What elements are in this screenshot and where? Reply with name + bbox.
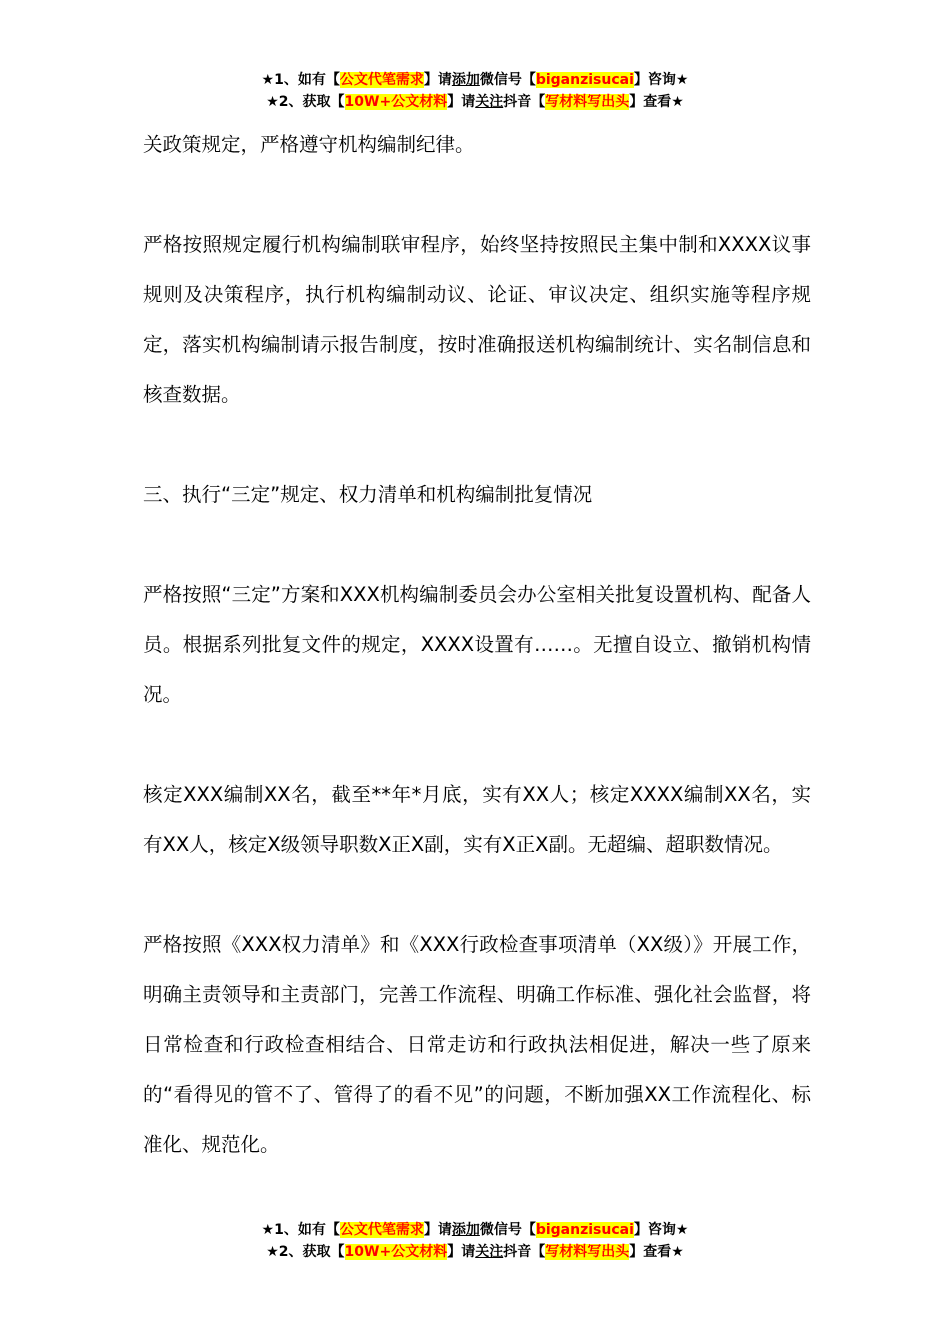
star-icon: ★ [266, 1244, 279, 1260]
paragraph: 关政策规定，严格遵守机构编制纪律。 [143, 133, 475, 156]
star-icon: ★ [261, 72, 275, 88]
banner-text: 抖音【 [503, 1244, 546, 1260]
highlight-douyin-account: 写材料写出头 [545, 1244, 630, 1260]
paragraph: 严格按照规定履行机构编制联审程序，始终坚持按照民主集中制和XXXX议事规则及决策程序，执行机构编制动议、论证、审议决定、组织实施等程序规定，落实机构编制请示报告制度，按时准确报送机构编制统计、实名制信息和核查数据。 [143, 233, 811, 406]
document-body [143, 120, 811, 1170]
banner-text: 】查看★ [629, 94, 684, 110]
banner-text: 】请 [423, 1222, 452, 1238]
underlined-text: 关注 [475, 1244, 504, 1260]
banner-line-1 [0, 1219, 950, 1241]
banner-text: 抖音【 [503, 94, 546, 110]
highlight-materials: 10W+公文材料 [344, 94, 448, 110]
banner-text: 】请 [423, 72, 452, 88]
star-icon: ★ [261, 1222, 275, 1238]
banner-text: 】查看★ [629, 1244, 684, 1260]
header-banner [0, 69, 950, 113]
highlight-service: 公文代笔需求 [339, 72, 424, 88]
underlined-text: 添加 [451, 1222, 480, 1238]
banner-line-1 [0, 69, 950, 91]
banner-text: 1、如有【 [274, 72, 340, 88]
highlight-wechat-id: biganzisucai [535, 72, 634, 88]
paragraph: 严格按照“三定”方案和XXX机构编制委员会办公室相关批复设置机构、配备人员。根据系列批复文件的规定，XXXX设置有……。无擅自设立、撤销机构情况。 [143, 583, 811, 706]
banner-text: 微信号【 [479, 1222, 536, 1238]
banner-line-2 [0, 1241, 950, 1263]
highlight-materials: 10W+公文材料 [344, 1244, 448, 1260]
star-icon: ★ [266, 94, 279, 110]
banner-line-2 [0, 91, 950, 113]
underlined-text: 关注 [475, 94, 504, 110]
banner-text: 】咨询★ [633, 1222, 689, 1238]
banner-text: 】咨询★ [633, 72, 689, 88]
banner-text: 微信号【 [479, 72, 536, 88]
highlight-service: 公文代笔需求 [339, 1222, 424, 1238]
banner-text: 2、获取【 [278, 1244, 345, 1260]
underlined-text: 添加 [451, 72, 480, 88]
paragraph: 核定XXX编制XX名，截至**年*月底，实有XX人；核定XXXX编制XX名，实有XX人，核定X级领导职数X正X副，实有X正X副。无超编、超职数情况。 [143, 783, 811, 856]
paragraph: 严格按照《XXX权力清单》和《XXX行政检查事项清单（XX级）》开展工作，明确主责领导和主责部门，完善工作流程、明确工作标准、强化社会监督，将日常检查和行政检查相结合、日常走访和行政执法相促进，解决一些了原来的“看得见的管不了、管得了的看不见”的问题，不断加强XX工作流程化、标准化、规范化。 [143, 933, 811, 1156]
banner-text: 1、如有【 [274, 1222, 340, 1238]
highlight-douyin-account: 写材料写出头 [545, 94, 630, 110]
footer-banner [0, 1219, 950, 1263]
banner-text: 2、获取【 [278, 94, 345, 110]
banner-text: 】请 [447, 94, 476, 110]
highlight-wechat-id: biganzisucai [535, 1222, 634, 1238]
banner-text: 】请 [447, 1244, 476, 1260]
section-heading: 三、执行“三定”规定、权力清单和机构编制批复情况 [143, 483, 593, 506]
